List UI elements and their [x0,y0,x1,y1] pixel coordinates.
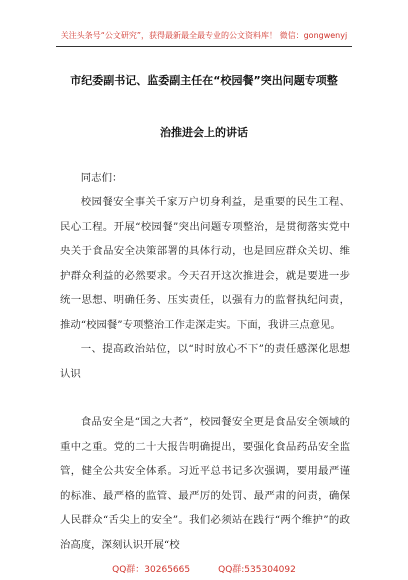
footer-contacts [0,562,408,575]
document-title-line-1: 市纪委副书记、监委副主任在“校园餐”突出问题专项整 [70,74,338,87]
paragraph-1: 校园餐安全事关千家万户切身利益，是重要的民生工程、民心工程。开展“校园餐”突出问题专项整治，是贯彻落实党中央关于食品安全决策部署的具体行动，也是回应群众关切、维护群众利益的必然要求。今天召开这次推进会，就是要进一步统一思想、明确任务、压实责任，以强有力的监督执纪问责，推动“校园餐”专项整治工作走深走实。下面，我讲三点意见。 [60,196,350,331]
header-divider [56,46,352,47]
document-title-line-2: 治推进会上的讲话 [160,126,248,139]
footer-qq-group-2: QQ群:535304092 [218,565,296,575]
section-1-heading: 一、提高政治站位，以“时时放心不下”的责任感深化思想认识 [60,343,350,380]
greeting: 同志们： [80,172,123,184]
footer-qq-group-1: QQ群：30265665 [112,565,191,575]
header-notice: 关注头条号“公文研究”，获得最新最全最专业的公文资料库！ 微信：gongwenyj [60,31,348,40]
paragraph-2: 食品安全是“国之大者”，校园餐安全更是食品安全领域的重中之重。党的二十大报告明确提出，要强化食品药品安全监管，健全公共安全体系。习近平总书记多次强调，要用最严谨的标准、最严格的监管、最严厉的处罚、最严肃的问责，确保人民群众“舌尖上的安全”。我们必须站在践行“两个维护”的政治高度，深刻认识开展“校 [60,416,350,551]
